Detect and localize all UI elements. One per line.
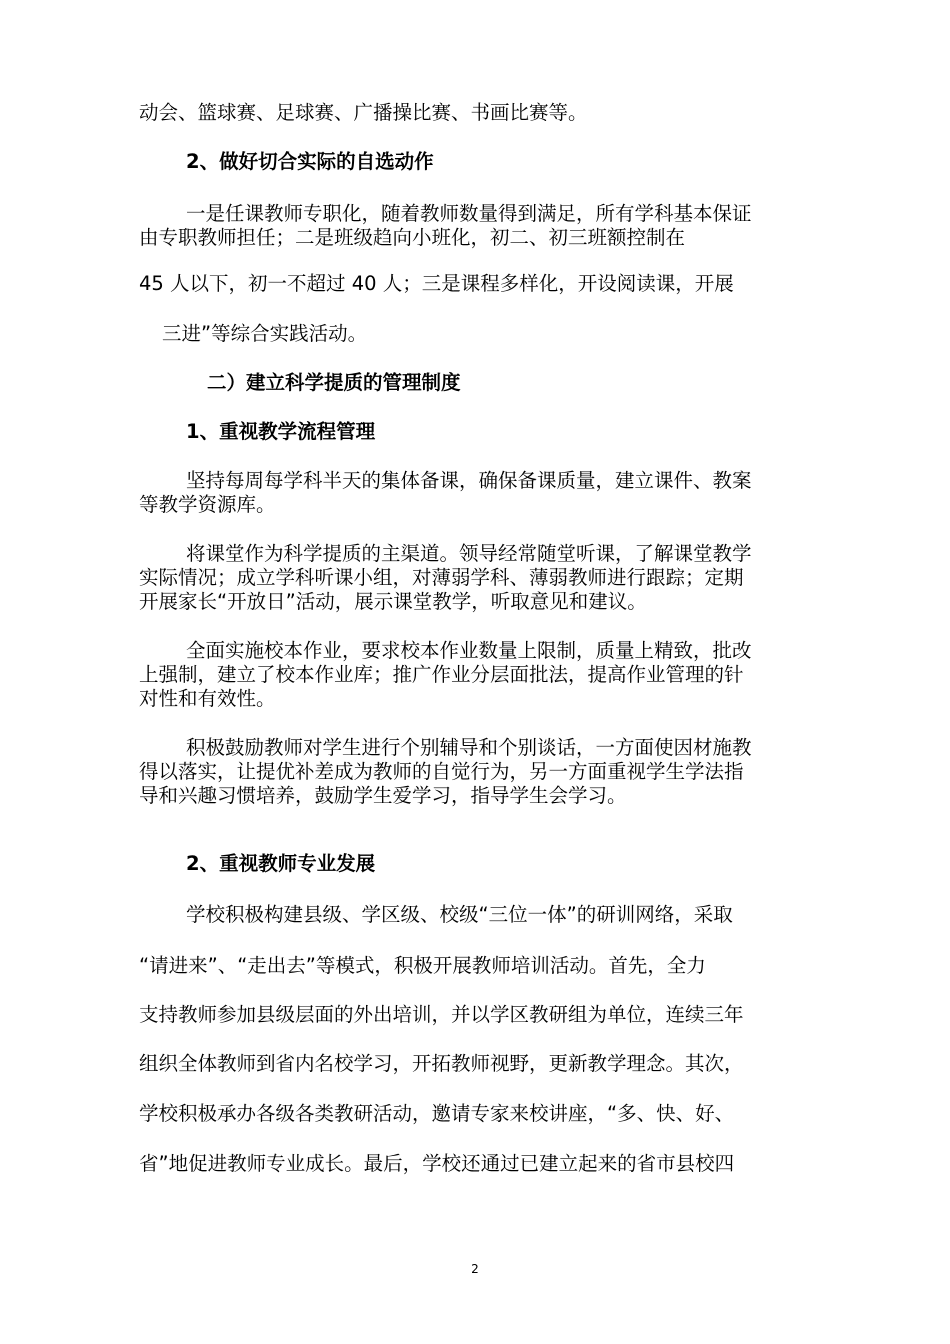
paragraph-line: 坚持每周每学科半天的集体备课，确保备课质量，建立课件、教案 [186, 469, 752, 492]
paragraph-line: “请进来”、“走出去”等模式，积极开展教师培训活动。首先，全力 [139, 954, 706, 977]
paragraph-line: 积极鼓励教师对学生进行个别辅导和个别谈话，一方面使因材施教 [186, 736, 752, 759]
paragraph-line: 支持教师参加县级层面的外出培训，并以学区教研组为单位，连续三年 [139, 1003, 744, 1026]
paragraph-line: 学校积极构建县级、学区级、校级“三位一体”的研训网络，采取 [186, 903, 733, 926]
paragraph-line: 一是任课教师专职化，随着教师数量得到满足，所有学科基本保证 [186, 202, 752, 225]
paragraph-line: 将课堂作为科学提质的主渠道。领导经常随堂听课，了解课堂教学 [186, 542, 752, 565]
paragraph-line: 开展家长“开放日”活动，展示课堂教学，听取意见和建议。 [139, 590, 647, 613]
paragraph-line: 等教学资源库。 [139, 493, 276, 516]
paragraph-line: 得以落实，让提优补差成为教师的自觉行为，另一方面重视学生学法指 [139, 760, 744, 783]
paragraph-line: 省”地促进教师专业成长。最后，学校还通过已建立起来的省市县校四 [139, 1152, 735, 1175]
paragraph-line: 全面实施校本作业，要求校本作业数量上限制，质量上精致，批改 [186, 639, 752, 662]
paragraph-line: 上强制，建立了校本作业库；推广作业分层面批法，提高作业管理的针 [139, 663, 744, 686]
paragraph-line: 由专职教师担任；二是班级趋向小班化，初二、初三班额控制在 [139, 226, 686, 249]
paragraph-line: 三进”等综合实践活动。 [162, 322, 368, 345]
paragraph-line: 对性和有效性。 [139, 687, 276, 710]
paragraph-line: 导和兴趣习惯培养，鼓励学生爱学习，指导学生会学习。 [139, 784, 627, 807]
paragraph-line: 组织全体教师到省内名校学习，开拓教师视野，更新教学理念。其次， [139, 1052, 744, 1075]
paragraph-line: 45 人以下，初一不超过 40 人；三是课程多样化，开设阅读课，开展 [139, 272, 734, 295]
paragraph-line: 实际情况；成立学科听课小组，对薄弱学科、薄弱教师进行跟踪；定期 [139, 566, 744, 589]
section-heading: 2、重视教师专业发展 [186, 852, 376, 875]
page-number: 2 [471, 1262, 479, 1276]
text-line: 动会、篮球赛、足球赛、广播操比赛、书画比赛等。 [139, 101, 588, 124]
section-heading: 2、做好切合实际的自选动作 [186, 150, 434, 173]
section-heading: 二）建立科学提质的管理制度 [207, 371, 461, 394]
section-heading: 1、重视教学流程管理 [186, 420, 376, 443]
paragraph-line: 学校积极承办各级各类教研活动，邀请专家来校讲座，“多、快、好、 [139, 1102, 735, 1125]
